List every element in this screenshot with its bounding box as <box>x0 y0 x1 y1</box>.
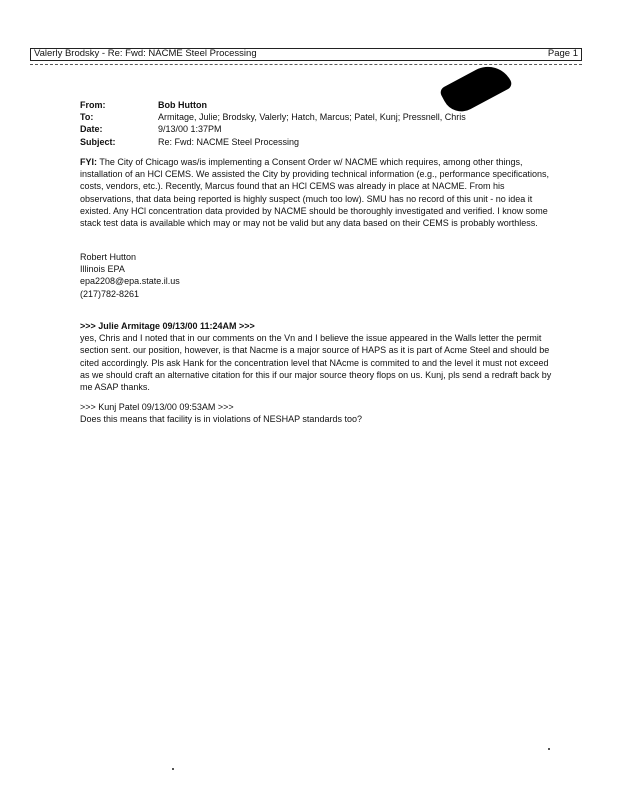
fyi-text: The City of Chicago was/is implementing a Consent Order w/ NACME which requires, among other things, installation of an HCl CEMS. We assisted the City by providing technical information (e.g., performance specifications, costs, vendors, etc.). Recently, Marcus found that an HCl CEMS was already in place at NACME. From his observations, that data being reported is highly suspect (much too low). SMU has no record of this unit - no idea it existed. Any HCl concentration data provided by NACME should be thoroughly investigated and verified. I know some stack test data is available which may or may not be valid but any data based on their CEMS is probably worthless. <box>80 157 550 229</box>
quote-text-patel: Does this means that facility is in violations of NESHAP standards too? <box>80 414 362 425</box>
header-title: Valerly Brodsky - Re: Fwd: NACME Steel Processing <box>34 48 257 59</box>
from-value: Bob Hutton <box>158 100 207 110</box>
quote-header-patel: >>> Kunj Patel 09/13/00 09:53AM >>> <box>80 402 234 412</box>
page-header <box>30 48 582 61</box>
subject-row <box>80 136 578 148</box>
subject-label: Subject: <box>80 136 116 147</box>
quote-text-armitage: yes, Chris and I noted that in our comments on the Vn and I believe the issue appeared in the Walls letter the permit section sent. our position, however, is that Nacme is a major source of HAPS as it is part of Acme Steel and should be cited accordingly. Pls ask Hank for the concentration level that NAcme is commited to and the level it must not exceed as we should craft an alternative citation for this if our major source theory flops on us. Kunj, pls send a redraft back by me ASAP thanks. <box>80 333 552 393</box>
fyi-label: FYI: <box>80 157 97 167</box>
date-label: Date: <box>80 124 103 135</box>
quote-header-armitage: >>> Julie Armitage 09/13/00 11:24AM >>> <box>80 321 255 331</box>
signature-block <box>80 251 180 300</box>
subject-value: Re: Fwd: NACME Steel Processing <box>158 136 300 147</box>
quoted-message-patel <box>80 401 555 425</box>
message-body <box>80 156 555 229</box>
from-label: From: <box>80 100 106 110</box>
from-row <box>80 99 578 111</box>
scan-speck <box>548 748 550 750</box>
fyi-paragraph <box>80 156 555 229</box>
to-value: Armitage, Julie; Brodsky, Valerly; Hatch, Marcus; Patel, Kunj; Pressnell, Chris <box>158 112 466 123</box>
signature-phone: (217)782-8261 <box>80 288 140 299</box>
signature-org: Illinois EPA <box>80 264 125 275</box>
scan-speck <box>172 768 174 770</box>
signature-email: epa2208@epa.state.il.us <box>80 276 180 287</box>
header-page-number: Page 1 <box>547 48 578 59</box>
date-value: 9/13/00 1:37PM <box>158 124 222 135</box>
header-divider <box>30 64 582 65</box>
email-header-fields <box>80 99 578 148</box>
signature-name: Robert Hutton <box>80 252 137 262</box>
date-row <box>80 123 578 135</box>
to-label: To: <box>80 112 94 123</box>
to-row <box>80 111 578 123</box>
quoted-message-armitage <box>80 320 555 393</box>
